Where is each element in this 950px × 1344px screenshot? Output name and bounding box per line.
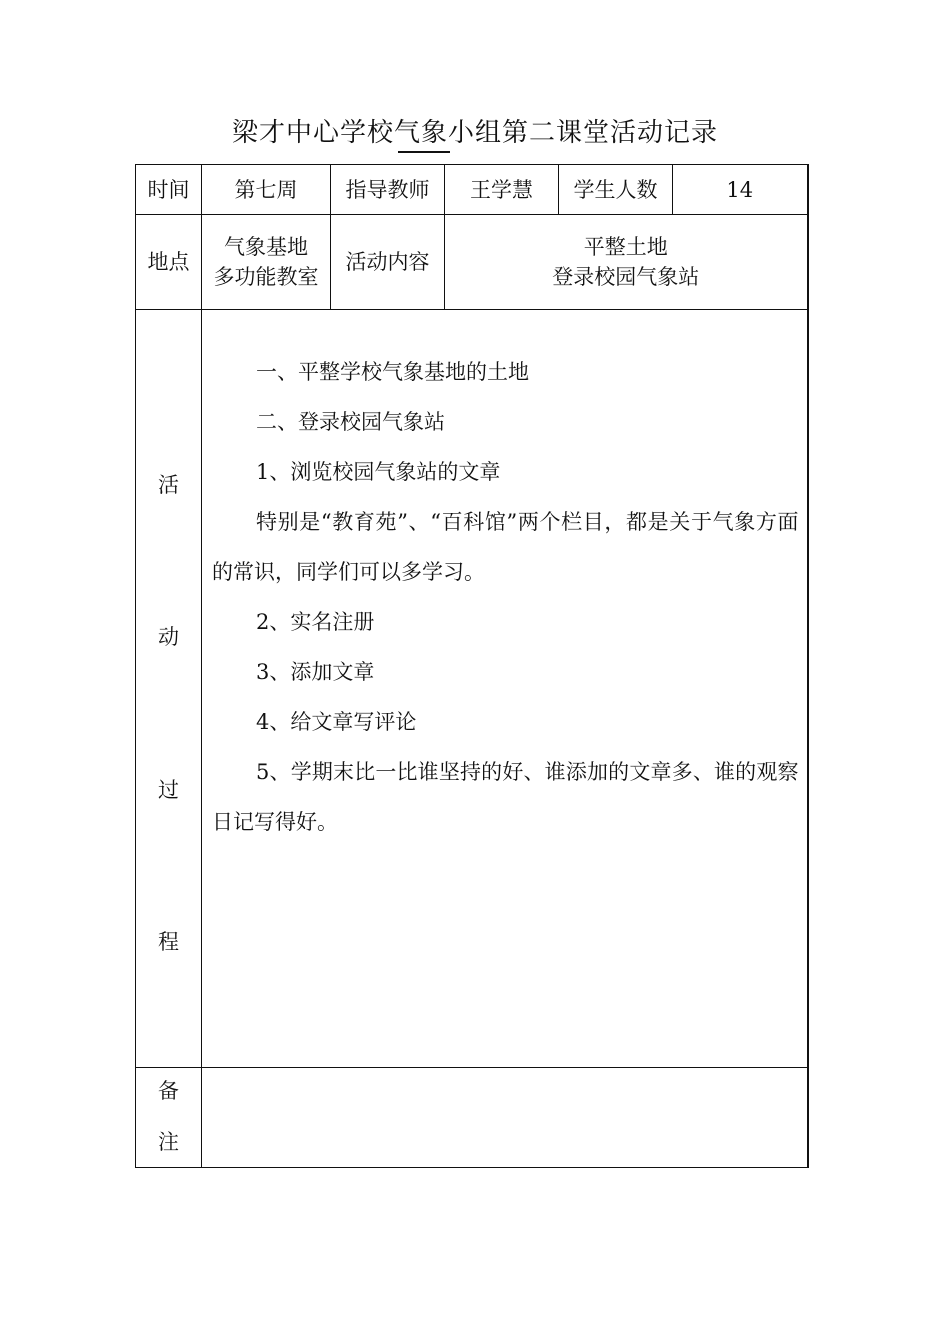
- process-body: [202, 310, 807, 847]
- process-row: [136, 310, 808, 1068]
- teacher-value: 王学慧: [445, 165, 559, 215]
- process-label: [136, 310, 201, 1067]
- process-paragraph: 1、浏览校园气象站的文章: [256, 460, 501, 484]
- student-count-label: 学生人数: [559, 165, 673, 215]
- location-label: 地点: [136, 215, 202, 310]
- process-content: [202, 310, 808, 1068]
- process-paragraph: 2、实名注册: [256, 610, 375, 634]
- header-row: [136, 165, 808, 215]
- page-title: 梁才中心学校气象小组第二课堂活动记录: [231, 118, 718, 148]
- process-paragraph: 一、平整学校气象基地的土地: [256, 360, 529, 384]
- process-label-char: 程: [158, 929, 179, 954]
- process-label-char: 过: [158, 777, 179, 802]
- student-count-value: 14: [673, 165, 808, 215]
- remarks-label-cell: [136, 1068, 202, 1168]
- content-value: [445, 215, 808, 310]
- time-label: 时间: [136, 165, 202, 215]
- process-label-cell: [136, 310, 202, 1068]
- remarks-label-char: 备: [158, 1079, 179, 1103]
- time-value: 第七周: [202, 165, 331, 215]
- process-paragraph: 5、学期末比一比谁坚持的好、谁添加的文章多、谁的观察日记写得好。: [212, 760, 799, 834]
- location-row: [136, 215, 808, 310]
- process-label-char: 活: [158, 473, 179, 497]
- remarks-label: [136, 1068, 201, 1167]
- location-line: 多功能教室: [213, 265, 319, 289]
- remarks-row: [136, 1068, 808, 1168]
- teacher-label: 指导教师: [331, 165, 445, 215]
- title-underline: [398, 151, 450, 153]
- content-line: 登录校园气象站: [552, 265, 700, 289]
- remarks-label-char: 注: [158, 1130, 179, 1154]
- process-label-char: 动: [158, 625, 179, 650]
- process-paragraph: 二、登录校园气象站: [256, 410, 445, 434]
- process-paragraph: 3、添加文章: [256, 660, 375, 684]
- location-line: 气象基地: [224, 235, 308, 259]
- content-line: 平整土地: [583, 235, 668, 259]
- location-value: [202, 215, 331, 310]
- activity-record-table: [135, 164, 809, 1168]
- process-paragraph: 特别是“教育苑”、“百科馆”两个栏目，都是关于气象方面的常识，同学们可以多学习。: [212, 510, 799, 584]
- content-label: 活动内容: [331, 215, 445, 310]
- process-paragraph: 4、给文章写评论: [256, 710, 417, 734]
- remarks-value: [202, 1068, 808, 1168]
